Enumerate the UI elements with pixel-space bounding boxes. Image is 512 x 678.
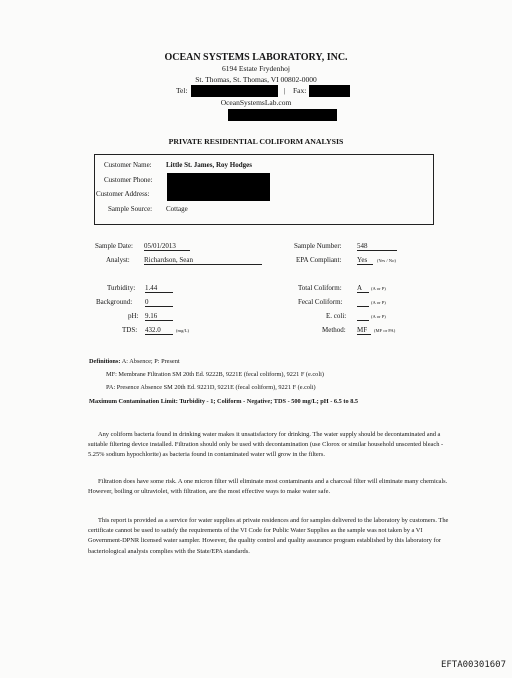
background-label: Background: [96,298,133,306]
turbidity-label: Turbidity: [107,284,136,292]
method-hint: (MF or PA) [374,328,396,333]
definitions-label: Definitions: [89,358,121,365]
ecoli-label: E. coli: [326,312,347,320]
redaction-phone-address [167,173,270,201]
sample-date-label: Sample Date: [95,242,133,250]
ph-value: 9.16 [145,312,173,321]
tds-value: 432.0 [145,326,173,335]
epa-compliant-value: Yes [357,256,373,265]
fecal-coliform-label: Fecal Coliform: [298,298,343,306]
lab-website: OceanSystemsLab.com [220,98,292,107]
max-contamination-limit: Maximum Contamination Limit: Turbidity - 1; Coliform - Negative; TDS - 500 mg/L; pH - 6.5 to 8.5 [89,398,359,405]
customer-name-label: Customer Name: [104,161,152,169]
customer-address-label: Customer Address: [96,190,150,198]
fecal-coliform-value [357,298,369,307]
sample-source-value: Cottage [166,205,188,213]
paragraph-report-disclaimer: This report is provided as a service for water supplies at private residences and for samples delivered to the laboratory by customers. The certificate cannot be used to satisfy the requirements of the VI Code for Public Water Supplies as the sample was not taken by a VI Government-DPNR licensed water sampler. However, the quality control and quality assurance program established by this laboratory for bacteriological analysis complies with the State/EPA standards. [88,517,449,555]
epa-compliant-label: EPA Compliant: [296,256,342,264]
sample-number-label: Sample Number: [294,242,342,250]
lab-name: OCEAN SYSTEMS LABORATORY, INC. [164,52,348,63]
customer-phone-label: Customer Phone: [104,176,153,184]
redaction-tel [191,85,278,97]
paragraph-filtration-risk: Filtration does have some risk. A one micron filter will eliminate most contaminants and a charcoal filter will eliminate many chemicals. However, boiling or ultraviolet, with filtration, are the most effective ways to make water safe. [88,478,448,496]
redaction-email [228,109,337,121]
ph-label: pH: [128,312,139,320]
tds-unit: (mg/L) [176,328,190,333]
fecal-coliform-hint: (A or P) [371,300,386,305]
sample-number-value: 548 [357,242,397,251]
turbidity-value: 1.44 [145,284,173,293]
tds-label: TDS: [122,326,138,334]
redaction-fax [309,85,350,97]
analyst-label: Analyst: [106,256,130,264]
document-id: EFTA00301607 [440,660,506,670]
fax-divider: | [284,86,286,95]
lab-address-line2: St. Thomas, St. Thomas, VI 00802-0000 [195,75,317,84]
fax-label: Fax: [293,86,307,95]
method-value: MF [357,326,371,335]
total-coliform-value: A [357,284,369,293]
customer-name-value: Little St. James, Roy Hodges [166,161,252,169]
epa-compliant-hint: (Yes / No) [377,258,396,263]
sample-source-label: Sample Source: [108,205,153,213]
analyst-value: Richardson, Sean [144,256,262,265]
lab-address-line1: 6194 Estate Frydenhoj [222,64,290,73]
background-value: 0 [145,298,173,307]
report-title: PRIVATE RESIDENTIAL COLIFORM ANALYSIS [168,137,344,146]
definitions-line [89,358,180,365]
total-coliform-label: Total Coliform: [298,284,342,292]
tel-label: Tel: [176,86,188,95]
method-label: Method: [322,326,346,334]
ecoli-value [357,312,369,321]
definition-pa: PA: Presence Absence SM 20th Ed. 9221D, 9221E (fecal coliform), 9221 F (e.coli) [106,384,316,391]
definitions-text: A: Absence; P: Present [121,358,180,365]
total-coliform-hint: (A or P) [371,286,386,291]
sample-date-value: 05/01/2013 [144,242,190,251]
ecoli-hint: (A or P) [371,314,386,319]
definition-mf: MF: Membrane Filtration SM 20th Ed. 9222B, 9221E (fecal coliform), 9221 F (e.coli) [106,371,324,378]
paragraph-coliform-warning: Any coliform bacteria found in drinking water makes it unsatisfactory for drinking. The water supply should be decontaminated and a suitable filtering device installed. Filtration should only be used with decontamination (use Clorox or similar household unscented bleach - 5.25% sodium hypochlorite) as bacteria found in contaminated water will grow in the filters. [88,431,444,459]
